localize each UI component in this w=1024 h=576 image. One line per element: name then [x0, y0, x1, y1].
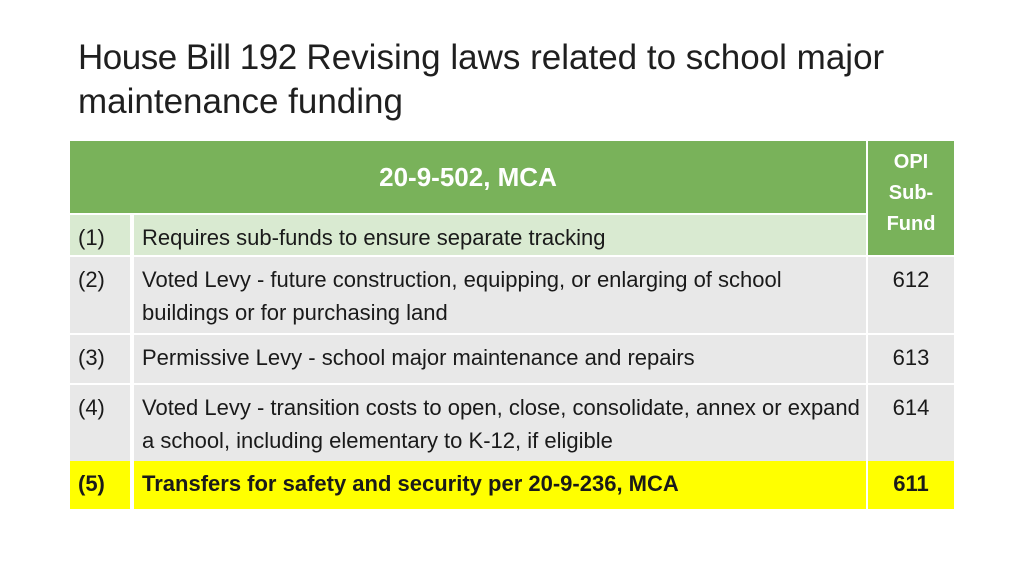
row-number: (4) — [70, 385, 132, 461]
row-subfund: 612 — [868, 257, 954, 333]
slide-title — [78, 36, 938, 124]
header-opi-line-1: OPI — [893, 151, 929, 173]
header-opi-line-3: Fund — [886, 213, 936, 235]
table-header-statute — [70, 141, 866, 213]
table-row — [70, 385, 954, 461]
row-description: Voted Levy - future construction, equipping, or enlarging of school buildings or for purchasing land — [134, 257, 866, 333]
row-subfund: 611 — [868, 461, 954, 509]
row-number: (3) — [70, 335, 132, 383]
table-row — [70, 257, 954, 333]
table-row — [70, 335, 954, 383]
row-number: (2) — [70, 257, 132, 333]
header-statute-label: 20-9-502, MCA — [379, 161, 557, 192]
table-row-highlighted — [70, 461, 954, 509]
bill-description: Revising laws related to school major maintenance funding — [78, 38, 885, 121]
row-subfund: 614 — [868, 385, 954, 461]
row-description: Transfers for safety and security per 20-9-236, MCA — [134, 461, 866, 509]
row-number: (1) — [70, 215, 132, 255]
bill-number: House Bill 192 — [78, 38, 297, 77]
row-subfund: 613 — [868, 335, 954, 383]
table-row — [70, 215, 954, 255]
row-description: Voted Levy - transition costs to open, close, consolidate, annex or expand a school, including elementary to K-12, if eligible — [134, 385, 866, 461]
row-description: Permissive Levy - school major maintenance and repairs — [134, 335, 866, 383]
row-description: Requires sub-funds to ensure separate tracking — [134, 215, 866, 255]
header-opi-line-2: Sub- — [888, 182, 934, 204]
row-number: (5) — [70, 461, 132, 509]
